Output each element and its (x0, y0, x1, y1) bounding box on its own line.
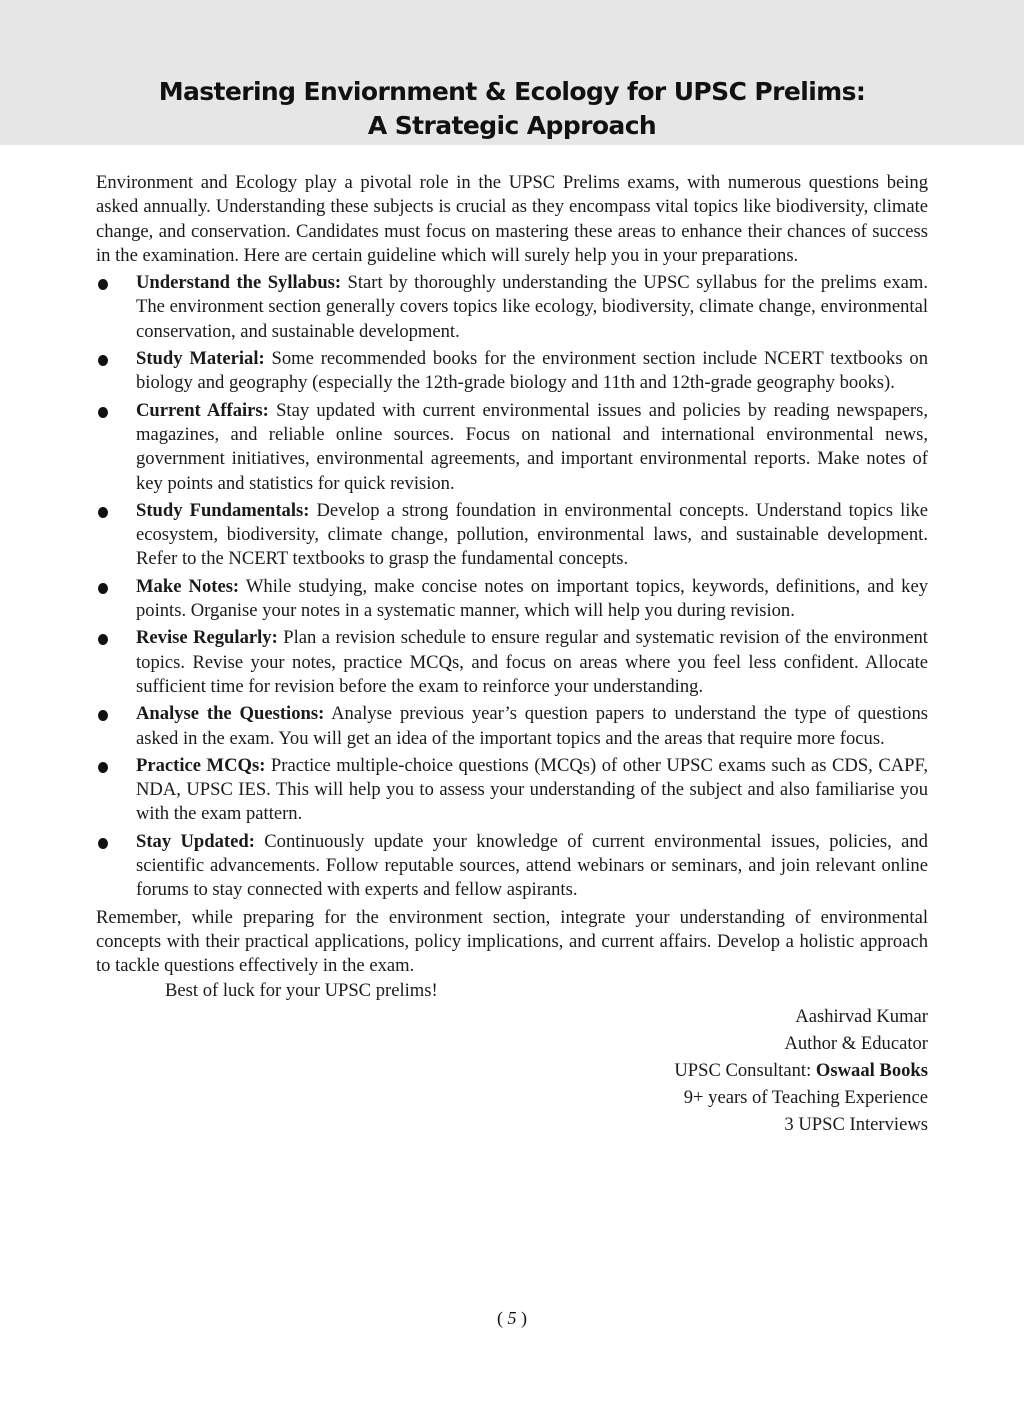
bullet-icon (98, 838, 108, 849)
guideline-text: Start by thoroughly understanding the UPSC syllabus for the prelims exam. The environment section generally covers topics like ecology, biodiversity, climate change, environmental conservation, and sustainable development. (136, 272, 928, 342)
guideline-item-study-material (96, 347, 928, 396)
guideline-text: Analyse previous year’s question papers to understand the type of questions asked in the exam. You will get an idea of the important topics and the areas that require more focus. (136, 703, 928, 749)
author-consultant (96, 1057, 928, 1084)
bullet-icon (98, 507, 108, 518)
guideline-list (96, 271, 928, 902)
page-number-value: 5 (507, 1308, 517, 1328)
guideline-heading: Analyse the Questions: (136, 703, 325, 725)
title-banner (0, 0, 1024, 145)
author-name: Aashirvad Kumar (795, 1005, 928, 1027)
closing-paragraph: Remember, while preparing for the environment section, integrate your understanding of environmental concepts with their practical applications, policy implications, and current affairs. Develop a holistic approach to tackle questions effectively in the exam. (96, 906, 928, 977)
consultant-label: UPSC Consultant: (674, 1059, 816, 1081)
guideline-item-practice-mcqs (96, 754, 928, 827)
author-experience: 9+ years of Teaching Experience (683, 1086, 928, 1108)
guideline-text: Stay updated with current environmental issues and policies by reading newspapers, magazines, and reliable online sources. Focus on national and international environmental news, government initiatives, environmental agreements, and important environmental reports. Make notes of key points and statistics for quick revision. (136, 399, 928, 494)
consultant-organization: Oswaal Books (815, 1059, 928, 1081)
author-interviews: 3 UPSC Interviews (784, 1113, 928, 1135)
best-wishes: Best of luck for your UPSC prelims! (165, 979, 438, 1001)
guideline-item-study-fundamentals (96, 499, 928, 572)
guideline-text: While studying, make concise notes on important topics, keywords, definitions, and key points. Organise your notes in a systematic manner, which will help you during revision. (136, 575, 928, 622)
author-role: Author & Educator (784, 1032, 928, 1054)
guideline-text: Practice multiple-choice questions (MCQs) of other UPSC exams such as CDS, CAPF, NDA, UPSC IES. This will help you to assess your understanding of the subject and also familiarise you with the exam pattern. (136, 754, 928, 825)
guideline-text: Plan a revision schedule to ensure regular and systematic revision of the environment topics. Revise your notes, practice MCQs, and focus on areas where you feel less confident. Allocate sufficient time for revision before the exam to reinforce your understanding. (136, 627, 928, 697)
guideline-item-make-notes (96, 575, 928, 624)
guideline-heading: Study Material: (136, 348, 265, 370)
guideline-text: Develop a strong foundation in environmental concepts. Understand topics like ecosystem, biodiversity, climate change, pollution, environmental laws, and sustainable development. Refer to the NCERT textbooks to grasp the fundamental concepts. (136, 499, 928, 570)
bullet-icon (98, 710, 108, 721)
page-number (0, 1308, 1024, 1329)
bullet-icon (98, 762, 108, 773)
guideline-text: Some recommended books for the environment section include NCERT textbooks on biology and geography (especially the 12th-grade biology and 11th and 12th-grade geography books). (136, 348, 928, 394)
article-body (96, 171, 928, 1138)
guideline-item-syllabus (96, 271, 928, 344)
page-number-close: ) (516, 1308, 527, 1328)
bullet-icon (98, 583, 108, 594)
guideline-heading: Study Fundamentals: (136, 499, 310, 521)
guideline-heading: Understand the Syllabus: (136, 272, 342, 294)
guideline-heading: Revise Regularly: (136, 627, 278, 649)
guideline-item-current-affairs (96, 399, 928, 496)
bullet-icon (98, 355, 108, 366)
guideline-heading: Make Notes: (136, 575, 240, 597)
page-title-line-2: A Strategic Approach (367, 111, 657, 140)
guideline-heading: Current Affairs: (136, 399, 269, 421)
bullet-icon (98, 279, 108, 290)
guideline-item-stay-updated (96, 830, 928, 903)
guideline-heading: Stay Updated: (136, 830, 255, 852)
author-signature (96, 1003, 928, 1138)
intro-paragraph: Environment and Ecology play a pivotal role in the UPSC Prelims exams, with numerous questions being asked annually. Understanding these subjects is crucial as they encompass vital topics like biodiversity, climate change, and conservation. Candidates must focus on mastering these areas to enhance their chances of success in the examination. Here are certain guideline which will surely help you in your preparations. (96, 172, 928, 266)
guideline-heading: Practice MCQs: (136, 754, 266, 776)
guideline-item-revise-regularly (96, 626, 928, 699)
guideline-text: Continuously update your knowledge of current environmental issues, policies, and scientific advancements. Follow reputable sources, attend webinars or seminars, and join relevant online forums to stay connected with experts and fellow aspirants. (136, 830, 928, 901)
bullet-icon (98, 634, 108, 645)
bullet-icon (98, 407, 108, 418)
guideline-item-analyse-questions (96, 702, 928, 751)
page-number-open: ( (497, 1308, 508, 1328)
page-title-line-1: Mastering Enviornment & Ecology for UPSC Prelims: (158, 77, 866, 106)
